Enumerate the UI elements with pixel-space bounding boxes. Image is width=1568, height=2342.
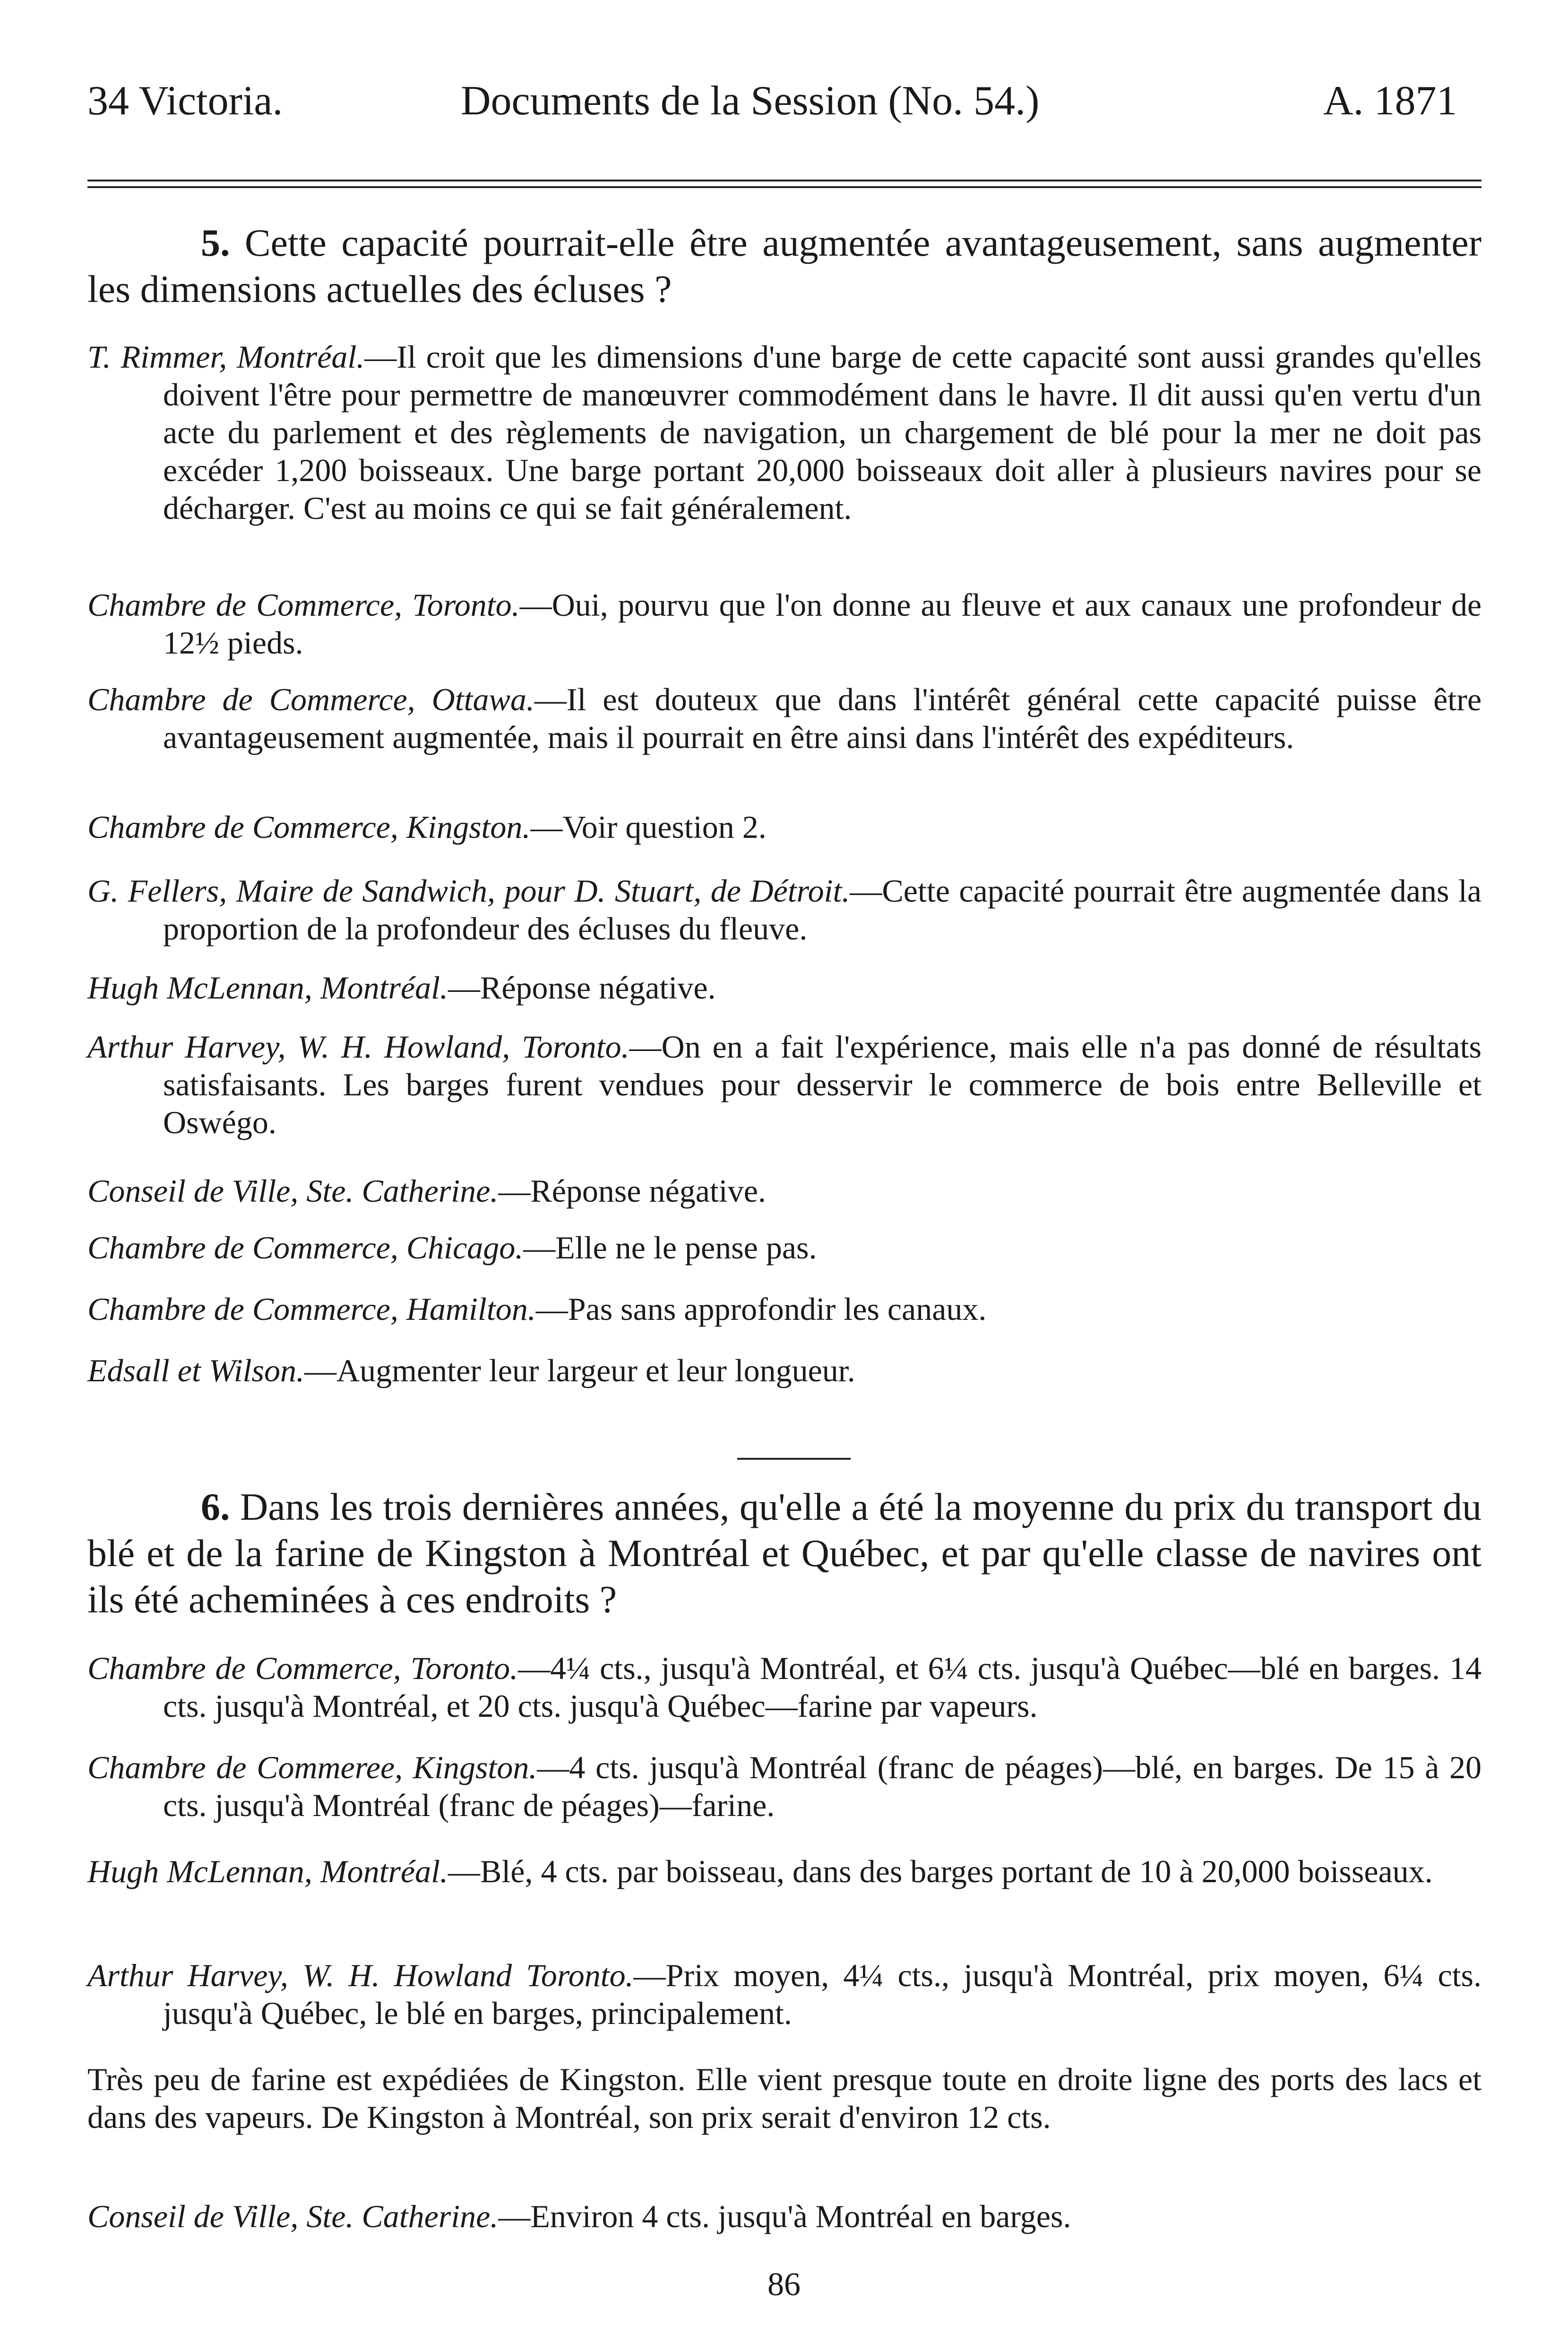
page-number: 86 (767, 2266, 801, 2303)
question-6 (87, 1484, 1482, 1623)
answer-entry (87, 1649, 1482, 1725)
answer-source: Edsall et Wilson. (87, 1352, 304, 1388)
answer-text: —Pas sans approfondir les canaux. (535, 1291, 987, 1327)
answer-source: Arthur Harvey, W. H. Howland, Toronto. (87, 1029, 629, 1065)
answer-source: G. Fellers, Maire de Sandwich, pour D. Stuart, de Détroit. (87, 873, 850, 909)
answer-entry (87, 1352, 1482, 1389)
answer-entry (87, 2060, 1482, 2136)
question-5 (87, 220, 1482, 312)
answer-entry (87, 1290, 1482, 1328)
answer-text: —Cette capacité pourrait être augmentée dans la proportion de la profondeur des écluses du fleuve. (163, 873, 1482, 947)
answer-text: —Il croit que les dimensions d'une barge de cette capacité sont aussi grandes qu'elles doivent l'être pour permettre de manœuvrer commodément dans le havre. Il dit aussi qu'en vertu d'un acte du parlement et des règlements de navigation, un chargement de blé pour la mer ne doit pas excéder 1,200 boisseaux. Une barge portant 20,000 boisseaux doit aller à plusieurs navires pour se décharger. C'est au moins ce qui se fait généralement. (163, 339, 1482, 526)
answer-source: T. Rimmer, Montréal. (87, 339, 365, 375)
answer-text: Très peu de farine est expédiées de Kingston. Elle vient presque toute en droite ligne des ports des lacs et dans des vapeurs. De Kingston à Montréal, son prix serait d'environ 12 cts. (87, 2061, 1482, 2135)
answer-text: —Oui, pourvu que l'on donne au fleuve et aux canaux une profondeur de 12½ pieds. (163, 587, 1482, 661)
answer-source: Arthur Harvey, W. H. Howland Toronto. (87, 1957, 634, 1993)
answer-text: —Environ 4 cts. jusqu'à Montréal en barges. (498, 2198, 1071, 2234)
question-text: Dans les trois dernières années, qu'elle a été la moyenne du prix du transport du blé et de la farine de Kingston à Montréal et Québec, et par qu'elle classe de navires ont ils été acheminées à ces endroits ? (87, 1485, 1482, 1621)
answer-entry (87, 1028, 1482, 1141)
section-separator (737, 1458, 851, 1460)
header-volume: 34 Victoria. (87, 78, 283, 124)
answer-text: —Blé, 4 cts. par boisseau, dans des barges portant de 10 à 20,000 boisseaux. (448, 1853, 1433, 1889)
answer-source: Conseil de Ville, Ste. Catherine. (87, 2198, 499, 2234)
answer-entry (87, 586, 1482, 662)
answer-source: Chambre de Commerce, Ottawa. (87, 681, 534, 717)
question-number: 6. (201, 1485, 230, 1528)
answer-source: Chambre de Commerce, Chicago. (87, 1230, 524, 1266)
answer-entry (87, 872, 1482, 947)
answer-entry (87, 1956, 1482, 2032)
header-title: Documents de la Session (No. 54.) (461, 78, 1040, 124)
answer-text: —Réponse négative. (498, 1173, 766, 1209)
answer-source: Hugh McLennan, Montréal. (87, 1853, 448, 1889)
answer-text: —On en a fait l'expérience, mais elle n'a pas donné de résultats satisfaisants. Les barges furent vendues pour desservir le commerce de bois entre Belleville et Oswégo. (163, 1029, 1482, 1140)
answer-entry (87, 1852, 1482, 1890)
answer-entry (87, 1229, 1482, 1266)
answer-entry (87, 808, 1482, 846)
answer-source: Hugh McLennan, Montréal. (87, 970, 448, 1006)
answer-source: Chambre de Commerce, Toronto. (87, 1650, 518, 1686)
answer-text: —4¼ cts., jusqu'à Montréal, et 6¼ cts. jusqu'à Québec—blé en barges. 14 cts. jusqu'à Montréal, et 20 cts. jusqu'à Québec—farine par vapeurs. (163, 1650, 1482, 1724)
answer-entry (87, 2197, 1482, 2235)
answer-source: Conseil de Ville, Ste. Catherine. (87, 1173, 499, 1209)
answer-text: —Elle ne le pense pas. (523, 1230, 817, 1266)
question-number: 5. (201, 221, 230, 264)
answer-entry (87, 1748, 1482, 1824)
answer-source: Chambre de Commeree, Kingston. (87, 1749, 537, 1785)
answer-text: —Voir question 2. (530, 809, 767, 845)
answer-source: Chambre de Commerce, Toronto. (87, 587, 520, 623)
header-rule-top (87, 180, 1482, 181)
question-text: Cette capacité pourrait-elle être augmentée avantageusement, sans augmenter les dimensions actuelles des écluses ? (87, 221, 1482, 310)
answer-entry (87, 1172, 1482, 1210)
header-rule-bottom (87, 186, 1482, 188)
answer-source: Chambre de Commerce, Kingston. (87, 809, 531, 845)
answer-source: Chambre de Commerce, Hamilton. (87, 1291, 536, 1327)
answer-text: —Il est douteux que dans l'intérêt général cette capacité puisse être avantageusement augmentée, mais il pourrait en être ainsi dans l'intérêt des expéditeurs. (163, 681, 1482, 755)
answer-text: —Augmenter leur largeur et leur longueur. (304, 1352, 855, 1388)
header-year: A. 1871 (1323, 78, 1457, 124)
answer-text: —Prix moyen, 4¼ cts., jusqu'à Montréal, prix moyen, 6¼ cts. jusqu'à Québec, le blé en barges, principalement. (163, 1957, 1482, 2031)
answer-entry (87, 969, 1482, 1007)
answer-text: —4 cts. jusqu'à Montréal (franc de péages)—blé, en barges. De 15 à 20 cts. jusqu'à Montréal (franc de péages)—farine. (163, 1749, 1482, 1823)
answer-text: —Réponse négative. (448, 970, 716, 1006)
answer-entry (87, 680, 1482, 756)
answer-entry (87, 338, 1482, 527)
